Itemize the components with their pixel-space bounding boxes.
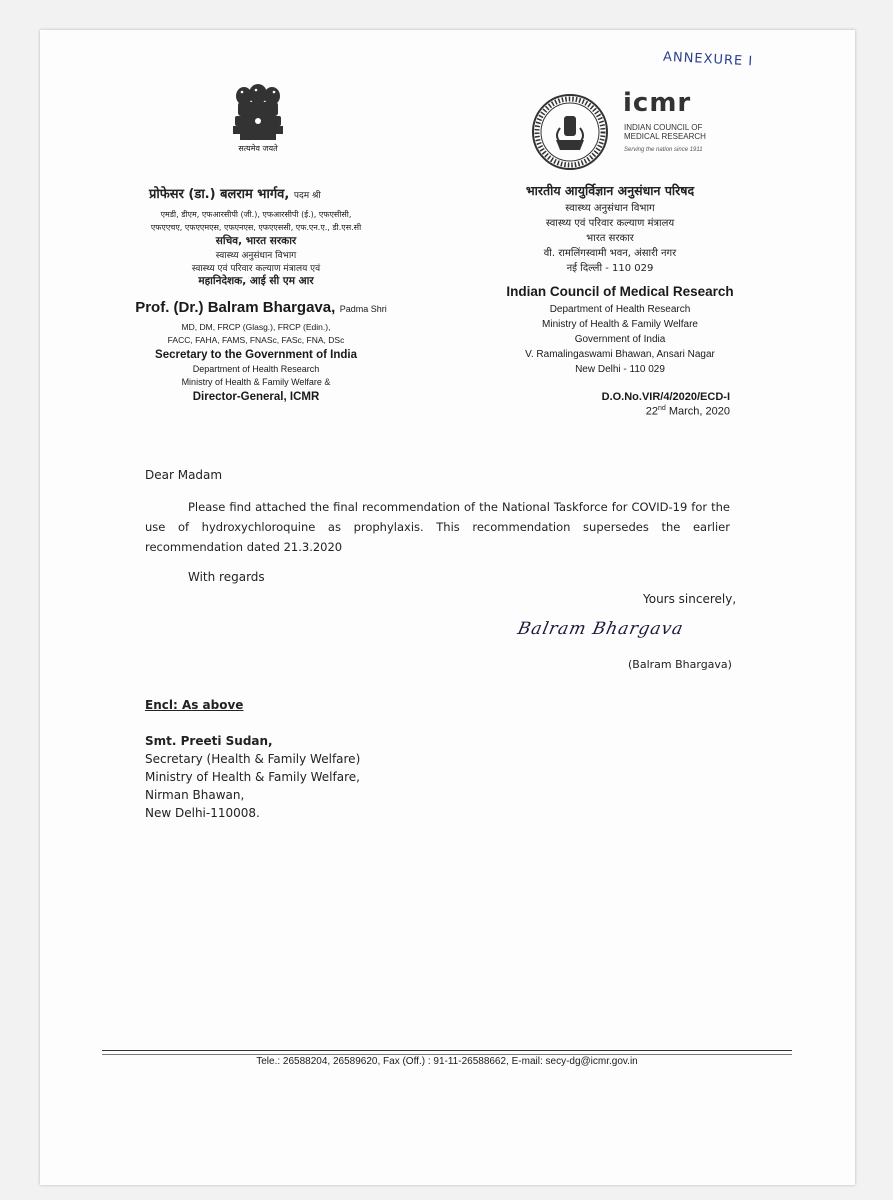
org-english: Indian Council of Medical Research [506,284,734,299]
recipient-line-1: Secretary (Health & Family Welfare) [145,752,361,766]
degrees-hindi-2: एफएएचए, एफएएमएस, एफएनएस, एफएएससी, एफ.एन.ए., डी.एस.सी [150,223,362,232]
ministry-english: Ministry of Health & Family Welfare & [181,377,331,387]
icmr-logo-text: icmr [623,88,692,118]
date-day: 22 [645,405,658,418]
recipient-line-3: Nirman Bhawan, [145,788,245,802]
reference-number: D.O.No.VIR/4/2020/ECD-I [601,391,730,403]
degrees-hindi-1: एमडी, डीएम, एफआरसीपी (जी.), एफआरसीपी (ई.), एफएसीसी, [160,210,352,219]
footer-contact: Tele.: 26588204, 26589620, Fax (Off.) : 91-11-26588662, E-mail: secy-dg@icmr.gov.in [256,1056,638,1067]
award-english: Padma Shri [339,304,387,314]
recipient-name: Smt. Preeti Sudan, [145,734,273,748]
award-hindi: पदम श्री [293,191,321,201]
right-ministry-hindi: स्वास्थ्य एवं परिवार कल्याण मंत्रालय [545,218,675,229]
dg-hindi: महानिदेशक, आई सी एम आर [198,275,314,287]
icmr-logo-sub-1: INDIAN COUNCIL OF [624,123,703,132]
dept-hindi: स्वास्थ्य अनुसंधान विभाग [215,251,297,261]
right-gov-hindi: भारत सरकार [586,233,634,244]
body-line-3: recommendation dated 21.3.2020 [145,540,343,554]
right-dept-hindi: स्वास्थ्य अनुसंधान विभाग [565,203,655,214]
national-emblem-icon [230,82,286,144]
degrees-english-1: MD, DM, FRCP (Glasg.), FRCP (Edin.), [181,322,331,332]
name-english: Prof. (Dr.) Balram Bhargava, [135,299,336,316]
right-gov-english: Government of India [574,334,666,345]
right-ministry-english: Ministry of Health & Family Welfare [542,319,698,330]
dept-english: Department of Health Research [192,364,320,374]
org-hindi: भारतीय आयुर्विज्ञान अनुसंधान परिषद [525,183,695,198]
regards: With regards [188,570,265,584]
closing: Yours sincerely, [643,592,737,606]
recipient-line-4: New Delhi-110008. [145,806,260,820]
emblem-motto: सत्यमेव जयते [238,144,278,153]
annexure-label: ANNEXURE I [662,49,754,70]
icmr-logo-sub-2: MEDICAL RESEARCH [624,132,706,141]
body-line-1: Please find attached the final recommendation of the National Taskforce for COVID-19 for the [188,500,730,514]
right-city-english: New Delhi - 110 029 [575,364,665,375]
body-line-2: use of hydroxychloroquine as prophylaxis. This recommendation supersedes the earlier [145,520,730,534]
right-address-hindi: वी. रामलिंगस्वामी भवन, अंसारी नगर [543,248,677,259]
salutation: Dear Madam [145,468,223,482]
signature: Balram Bhargava [515,619,686,639]
date-month-year: March, 2020 [665,405,730,418]
signatory-name: (Balram Bhargava) [628,658,732,671]
recipient-line-2: Ministry of Health & Family Welfare, [145,770,360,784]
letter-date [610,405,730,418]
icmr-logo-tagline: Serving the nation since 1911 [624,147,703,153]
right-city-hindi: नई दिल्ली - 110 029 [566,263,654,274]
footer-rule [102,1050,792,1051]
title-hindi: सचिव, भारत सरकार [215,235,297,247]
degrees-english-2: FACC, FAHA, FAMS, FNASc, FASc, FNA, DSc [167,335,345,345]
ministry-hindi: स्वास्थ्य एवं परिवार कल्याण मंत्रालय एवं [191,264,321,274]
name-hindi: प्रोफेसर (डा.) बलराम भार्गव, [149,187,290,202]
icmr-seal-icon [530,92,610,172]
footer-rule-secondary [102,1054,792,1055]
title-english: Secretary to the Government of India [155,349,357,361]
dg-english: Director-General, ICMR [192,391,320,403]
letter-page [40,30,855,1185]
date-suffix: nd [658,405,666,412]
enclosure: Encl: As above [145,698,244,712]
right-dept-english: Department of Health Research [549,304,691,315]
right-address-english: V. Ramalingaswami Bhawan, Ansari Nagar [525,349,715,360]
